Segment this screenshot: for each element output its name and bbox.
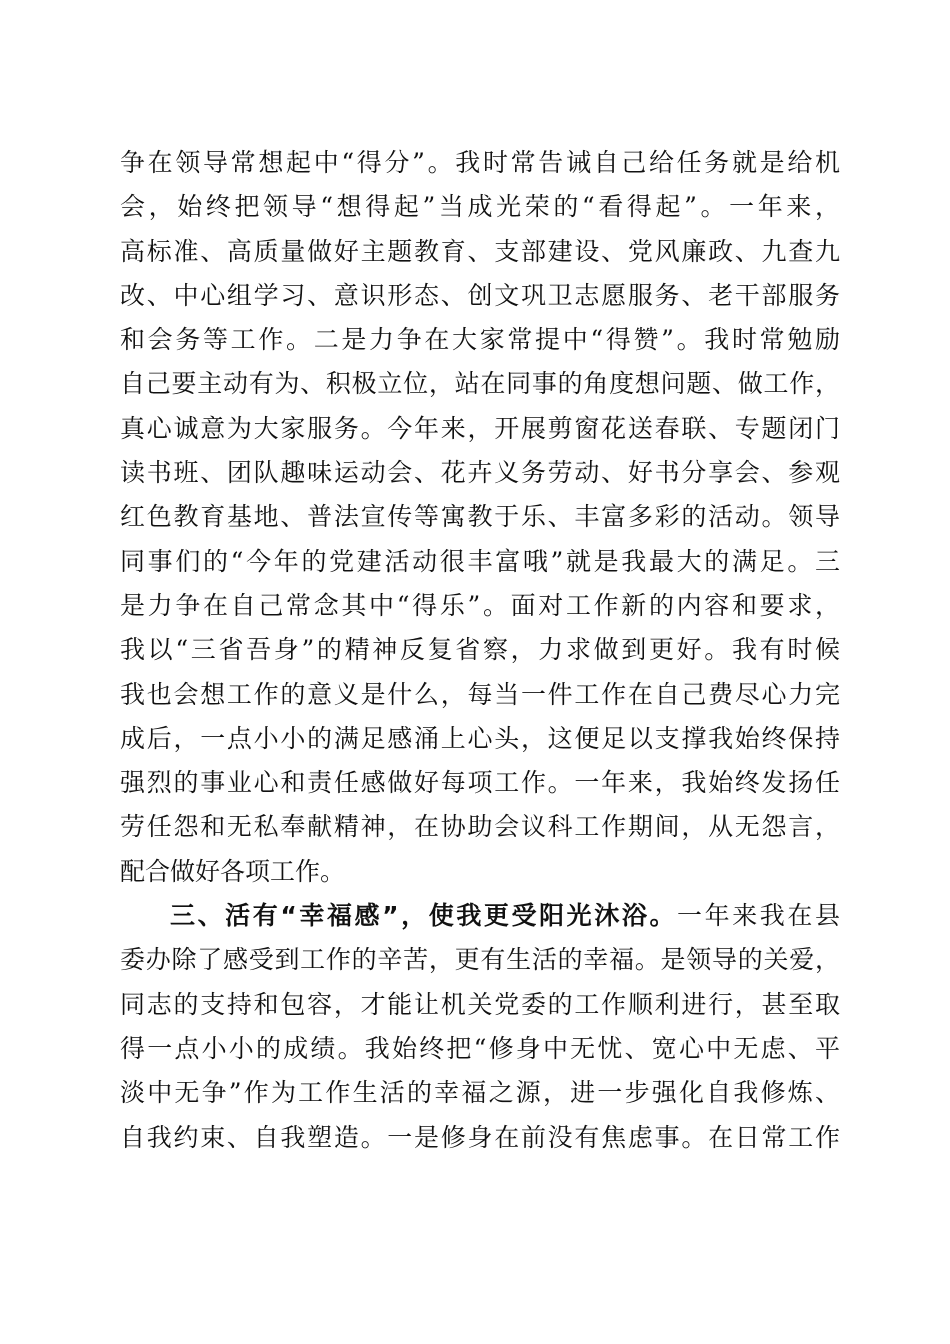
text-line: 我以“三省吾身”的精神反复省察，力求做到更好。我有时候 [120, 635, 840, 665]
text-line: 淡中无争”作为工作生活的幸福之源，进一步强化自我修炼、 [120, 1078, 840, 1108]
text-line: 我也会想工作的意义是什么，每当一件工作在自己费尽心力完 [120, 679, 840, 709]
text-line: 成后，一点小小的满足感涌上心头，这便足以支撑我始终保持 [120, 723, 840, 753]
text-line: 是力争在自己常念其中“得乐”。面对工作新的内容和要求， [120, 590, 840, 620]
text-line: 得一点小小的成绩。我始终把“修身中无忧、宽心中无虑、平 [120, 1033, 840, 1063]
text-line: 读书班、团队趣味运动会、花卉义务劳动、好书分享会、参观 [120, 458, 840, 488]
text-line: 劳任怨和无私奉献精神，在协助会议科工作期间，从无怨言， [120, 812, 840, 842]
text-line: 会，始终把领导“想得起”当成光荣的“看得起”。一年来， [120, 192, 840, 222]
text-line: 同事们的“今年的党建活动很丰富哦”就是我最大的满足。三 [120, 546, 840, 576]
text-line: 委办除了感受到工作的辛苦，更有生活的幸福。是领导的关爱， [120, 945, 840, 975]
section-3-first-line [120, 894, 840, 938]
text-line: 自己要主动有为、积极立位，站在同事的角度想问题、做工作， [120, 369, 840, 399]
section-3-heading: 三、活有“幸福感”，使我更受阳光沐浴。 [170, 901, 678, 931]
text-line: 高标准、高质量做好主题教育、支部建设、党风廉政、九查九 [120, 236, 840, 266]
paragraph-end-line: 配合做好各项工作。 [120, 856, 346, 886]
text-line: 真心诚意为大家服务。今年来，开展剪窗花送春联、专题闭门 [120, 413, 840, 443]
text-line: 改、中心组学习、意识形态、创文巩卫志愿服务、老干部服务 [120, 280, 840, 310]
text-line: 红色教育基地、普法宣传等寓教于乐、丰富多彩的活动。领导 [120, 502, 840, 532]
text-line: 争在领导常想起中“得分”。我时常告诫自己给任务就是给机 [120, 148, 840, 177]
text-line: 和会务等工作。二是力争在大家常提中“得赞”。我时常勉励 [120, 325, 840, 355]
text-line: 强烈的事业心和责任感做好每项工作。一年来，我始终发扬任 [120, 768, 840, 798]
body-text [120, 141, 840, 1160]
text-line: 自我约束、自我塑造。一是修身在前没有焦虑事。在日常工作 [120, 1122, 840, 1152]
text-line: 同志的支持和包容，才能让机关党委的工作顺利进行，甚至取 [120, 989, 840, 1019]
section-3-first-line-text: 一年来我在县 [677, 901, 840, 931]
